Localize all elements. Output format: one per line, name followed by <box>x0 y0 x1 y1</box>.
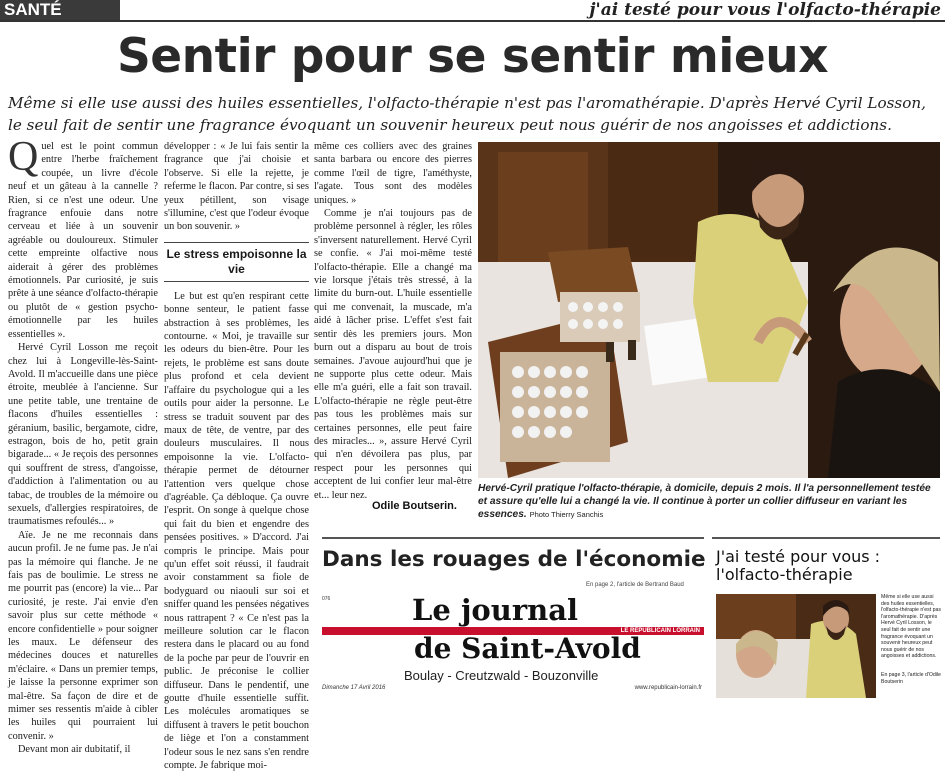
masthead-title-bottom: de Saint-Avold <box>414 632 641 665</box>
masthead-towns: Boulay - Creutzwald - Bouzonville <box>404 668 599 683</box>
article-column-2 <box>164 140 309 772</box>
paragraph: Devant mon air dubitatif, il <box>18 744 131 756</box>
sidebar-rule <box>712 537 940 539</box>
subheading: Le stress empoisonne la vie <box>164 242 309 282</box>
newspaper-url: www.republicain-lorrain.fr <box>634 685 702 691</box>
sidebar-photo <box>716 594 876 698</box>
paragraph: Comme je n'ai toujours pas de problème personnel à régler, les rôles s'inversent naturellement. Hervé Cyril se confie. « J'ai moi-même testé l'olfacto-thérapie. Elle a changé ma vie lorsque j'étais très stressé, à la limite du burn-out. L'huile essentielle qui me convenait, la muscade, m'a aidé à lâcher prise. L'effet s'est fait sentir dès les premiers jours. Mon burn out a disparu au bout de trois semaines. J'avoue aujourd'hui que je ne supporte plus cette odeur. Mais elle m'a guéri, elle a fait son travail. L'olfacto-thérapie ne règle peut-être pas tous les problèmes mais sur certaines personnes, elle peut faire des miracles... », assure Hervé Cyril qui n'en dévoilera pas plus, par respect pour les personnes qui acceptent de lui confier leur mal-être et... leur nez. <box>314 208 472 501</box>
promo-reference: En page 2, l'article de Bertrand Baud <box>586 582 684 588</box>
paragraph: Quel est le point commun entre l'herbe fraîchement coupée, un livre d'école neuf et un gâteau à la cannelle ? Rien, si ce n'est une odeur. Une fragrance enfouie dans notre cerveau et liée à un souvenir agréable ou douloureux. Stimuler cette empreinte olfactive nous aiderait à gérer des problèmes émotionnels. Par curiosité, je suis prête à une séance d'olfacto-thérapie ou plutôt de « gestion psycho-émotionnelle par les huiles essentielles ». <box>8 134 158 340</box>
newspaper-masthead <box>322 588 704 696</box>
lede: Même si elle use aussi des huiles essentielles, l'olfacto-thérapie n'est pas l'aromathérapie. D'après Hervé Cyril Losson, le seul fait de sentir une fragrance évoquant un souvenir heureux peut nous guérir de nos angoisses et addictions. <box>8 94 926 134</box>
headline: Sentir pour se sentir mieux <box>116 29 829 84</box>
section-label: SANTÉ <box>0 0 120 20</box>
promo-title: Dans les rouages de l'économie <box>322 547 706 572</box>
paragraph: Hervé Cyril Losson me reçoit chez lui à Longeville-lès-Saint-Avold. Il m'accueille dans une pièce étroite, meublée à l'ancienne. Sur une petite table, une trentaine de flacons d'huiles essentielles : géranium, basilic, bergamote, cidre, estragon, bois de ho, petit grain bigarade... « Je reçois des personnes qui souffrent de stress, d'angoisse, d'addiction à l'alimentation ou au tabac, de troubles de la mémoire ou sexuels, d'allergies respiratoires, de traumatismes refoulés... » <box>8 342 158 528</box>
sidebar-title: J'ai testé pour vous : l'olfacto-thérapie <box>716 547 881 584</box>
top-rule <box>0 20 945 22</box>
author-signature: Odile Boutserin. <box>372 500 457 512</box>
sidebar-reference: En page 3, l'article d'Odile Boutserin <box>881 671 941 685</box>
issue-number: 076 <box>322 596 331 602</box>
photo-credit: Photo Thierry Sanchis <box>529 510 604 519</box>
photo-caption: Hervé-Cyril pratique l'olfacto-thérapie, à domicile, depuis 2 mois. Il l'a personnellement testée et assure qu'elle lui a changé la vie. Il continue à porter un collier diffuseur en variant les essences. Photo Thierry Sanchis <box>478 483 931 520</box>
dropcap: Q <box>8 134 39 180</box>
article-column-3 <box>314 140 472 530</box>
issue-date: Dimanche 17 Avril 2016 <box>322 685 386 691</box>
article-photo <box>478 142 940 478</box>
section-header <box>0 0 945 22</box>
promo-rule <box>322 537 704 539</box>
sidebar-text: Même si elle use aussi des huiles essentielles, l'olfacto-thérapie n'est pas l'aromathérapie. D'après Hervé Cyril Losson, le seul fait de sentir une fragrance évoquant un souvenir heureux peut nous guérir de nos angoisses et addictions. En page 3, l'article d'Odile Boutserin <box>881 594 941 685</box>
paragraph: même ces colliers avec des graines santa barbara ou encore des pierres comme l'œil de tigre, l'améthyste, l'agate. Tous sont des modèles uniques. » <box>314 141 472 206</box>
masthead-title-top: Le journal <box>412 593 579 627</box>
masthead-band: LE RÉPUBLICAIN LORRAIN <box>322 627 704 635</box>
section-kicker: j'ai testé pour vous l'olfacto-thérapie <box>589 0 941 20</box>
paragraph: Aïe. Je ne me reconnais dans aucun profil. Je ne fume pas. Je n'ai pas la mémoire qui flanche. Je ne fais pas de boulimie. Le stress ne me pourrit pas (encore) la vie... Par curiosité, je reste. J'ai envie d'en savoir plus sur cette méthode « encore confidentielle » pour soigner les maux. Le défenseur des médecines douces et naturelles m'éclaire. « Dans un premier temps, je laisse la personne exprimer son mal-être. Sa façon de dire et de mimer ses ressentis m'aide à cibler les huiles qui pourraient lui convenir. » <box>8 529 158 742</box>
paragraph: Le but est qu'en respirant cette bonne senteur, le patient fasse abstraction à ses problèmes, les contourne. « Moi, je travaille sur les odeurs du bien-être. Pour les rejets, le problème est sans doute plus profond et cela devient l'affaire du psychologue qui a les outils pour aider la personne. Le stress se traduit souvent par des maux de tête, de ventre, par des douleurs musculaires. Il nous empoisonne la vie. L'olfacto-thérapie permet de détourner l'attention vers quelque chose d'agréable. Ça débloque. Ça ouvre l'esprit. On songe à quelque chose qui fait du bien et engendre des pensées positives. » D'accord. J'ai compris le principe. Mais pour qu'un effet soit réussi, il faudrait avoir constamment sa fiole de bodyguard ou niaouli sur soi et sniffer quand les pensées négatives nous rattrapent ? « Ce n'est pas la meilleure solution car le flacon restera dans le placard ou au fond de la poche par peur de l'ouvrir en public. Je préconise le collier diffuseur. Dans le pendentif, une goutte d'huile essentielle suffit. Les molécules aromatiques se diffusent à travers le petit bouchon de liège et l'on a constamment l'odeur sous le nez sans s'en rendre compte. Je fabrique moi- <box>164 290 309 772</box>
paragraph: développer : « Je lui fais sentir la fragrance que j'ai choisie et l'observe. Si elle la rejette, je referme le flacon. Par contre, si ses yeux pétillent, son visage s'illumine, c'est que l'odeur évoque un bon souvenir. » <box>164 141 309 233</box>
article-column-1 <box>8 134 158 756</box>
